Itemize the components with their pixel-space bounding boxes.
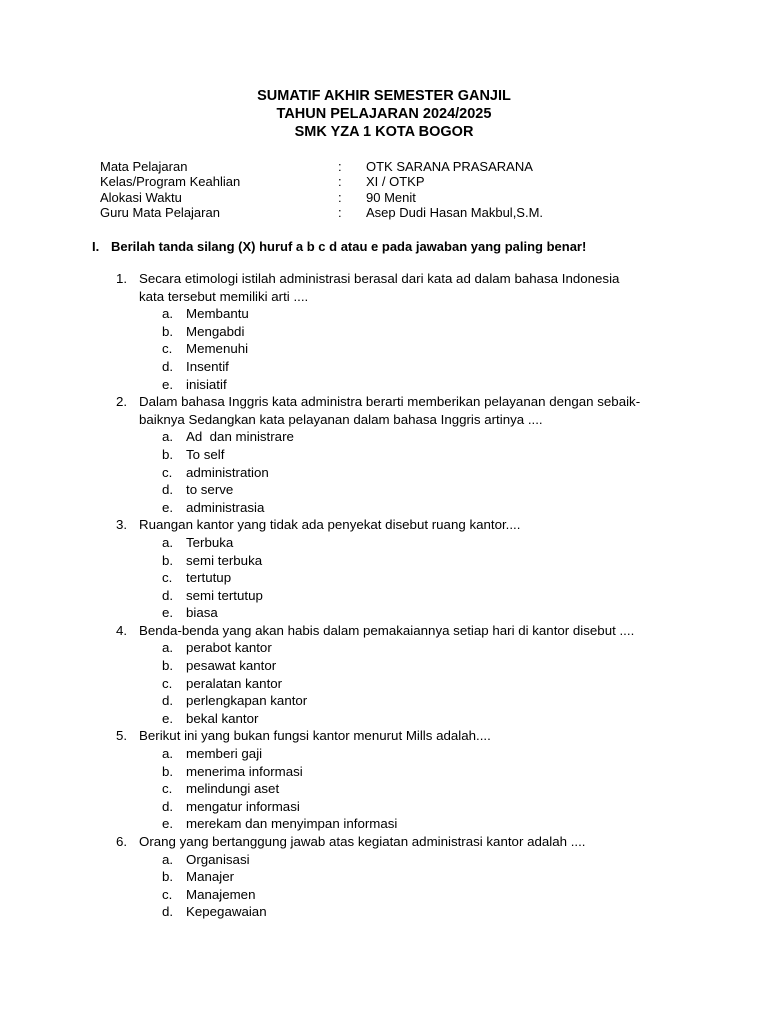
option-letter: a. bbox=[162, 640, 174, 656]
option-text: Manajer bbox=[186, 869, 235, 885]
option-d[interactable] bbox=[0, 587, 768, 605]
option-text: semi tertutup bbox=[186, 587, 263, 603]
option-letter: e. bbox=[162, 376, 174, 392]
option-text: perabot kantor bbox=[186, 640, 272, 656]
option-d[interactable] bbox=[0, 692, 768, 710]
question-line bbox=[0, 411, 768, 429]
option-letter: c. bbox=[162, 570, 173, 586]
option-e[interactable] bbox=[0, 604, 768, 622]
option-text: Mengabdi bbox=[186, 323, 245, 339]
question-3 bbox=[0, 516, 768, 622]
option-letter: c. bbox=[162, 341, 173, 357]
option-b[interactable] bbox=[0, 657, 768, 675]
info-colon: : bbox=[338, 204, 342, 220]
info-colon: : bbox=[338, 189, 342, 205]
option-a[interactable] bbox=[0, 428, 768, 446]
option-text: to serve bbox=[186, 482, 234, 498]
option-text: semi terbuka bbox=[186, 552, 263, 568]
question-5 bbox=[0, 727, 768, 833]
option-letter: e. bbox=[162, 710, 174, 726]
option-c[interactable] bbox=[0, 886, 768, 904]
option-text: peralatan kantor bbox=[186, 675, 283, 691]
option-d[interactable] bbox=[0, 481, 768, 499]
option-text: To self bbox=[186, 446, 225, 462]
info-label: Mata Pelajaran bbox=[100, 159, 188, 174]
option-text: perlengkapan kantor bbox=[186, 693, 308, 709]
info-colon: : bbox=[338, 159, 342, 174]
option-letter: a. bbox=[162, 306, 174, 322]
question-text: Berikut ini yang bukan fungsi kantor menurut Mills adalah.... bbox=[139, 728, 491, 744]
option-e[interactable] bbox=[0, 376, 768, 394]
option-text: Membantu bbox=[186, 306, 249, 322]
exam-header bbox=[0, 87, 768, 141]
option-text: administration bbox=[186, 464, 269, 480]
option-letter: d. bbox=[162, 798, 174, 814]
question-text: Dalam bahasa Inggris kata administra berarti memberikan pelayanan dengan sebaik- bbox=[139, 394, 641, 410]
exam-info bbox=[100, 159, 700, 220]
question-number: 4. bbox=[116, 622, 128, 638]
question-text: Orang yang bertanggung jawab atas kegiatan administrasi kantor adalah .... bbox=[139, 834, 586, 849]
option-letter: e. bbox=[162, 605, 174, 621]
option-letter: c. bbox=[162, 781, 173, 797]
option-text: inisiatif bbox=[186, 376, 227, 392]
option-letter: b. bbox=[162, 446, 174, 462]
option-b[interactable] bbox=[0, 446, 768, 464]
option-text: Kepegawaian bbox=[186, 904, 267, 920]
info-value: 90 Menit bbox=[366, 189, 416, 205]
option-letter: d. bbox=[162, 587, 174, 603]
option-text: Memenuhi bbox=[186, 341, 249, 357]
option-a[interactable] bbox=[0, 851, 768, 869]
info-row-teacher bbox=[100, 205, 700, 220]
info-label: Guru Mata Pelajaran bbox=[100, 204, 220, 220]
question-line bbox=[0, 622, 768, 640]
info-row-time bbox=[100, 190, 700, 205]
option-letter: a. bbox=[162, 746, 174, 762]
academic-year: TAHUN PELAJARAN 2024/2025 bbox=[276, 106, 492, 122]
option-letter: b. bbox=[162, 869, 174, 885]
question-line bbox=[0, 833, 768, 851]
option-text: administrasia bbox=[186, 499, 265, 515]
question-4 bbox=[0, 622, 768, 728]
info-colon: : bbox=[338, 174, 342, 190]
section-number: I. bbox=[92, 239, 100, 254]
option-text: bekal kantor bbox=[186, 710, 259, 726]
option-letter: c. bbox=[162, 464, 173, 480]
question-1 bbox=[0, 270, 768, 393]
option-d[interactable] bbox=[0, 798, 768, 816]
option-letter: a. bbox=[162, 429, 174, 445]
question-text: kata tersebut memiliki arti .... bbox=[139, 288, 309, 304]
question-number: 6. bbox=[116, 834, 128, 849]
option-letter: d. bbox=[162, 904, 174, 920]
option-text: Ad dan ministrare bbox=[186, 429, 294, 445]
question-line bbox=[0, 288, 768, 306]
question-number: 5. bbox=[116, 728, 128, 744]
option-letter: e. bbox=[162, 816, 174, 832]
question-list bbox=[0, 270, 768, 921]
question-6 bbox=[0, 833, 768, 921]
question-line bbox=[0, 727, 768, 745]
info-value: OTK SARANA PRASARANA bbox=[366, 159, 533, 174]
option-e[interactable] bbox=[0, 499, 768, 517]
school-name: SMK YZA 1 KOTA BOGOR bbox=[294, 124, 474, 140]
option-text: melindungi aset bbox=[186, 781, 280, 797]
option-letter: d. bbox=[162, 358, 174, 374]
option-letter: a. bbox=[162, 851, 174, 867]
option-text: merekam dan menyimpan informasi bbox=[186, 816, 398, 832]
question-text: baiknya Sedangkan kata pelayanan dalam bahasa Inggris artinya .... bbox=[139, 411, 543, 427]
option-letter: b. bbox=[162, 552, 174, 568]
option-text: mengatur informasi bbox=[186, 798, 300, 814]
option-letter: b. bbox=[162, 763, 174, 779]
option-e[interactable] bbox=[0, 815, 768, 833]
option-a[interactable] bbox=[0, 745, 768, 763]
option-c[interactable] bbox=[0, 569, 768, 587]
option-letter: e. bbox=[162, 499, 174, 515]
option-text: menerima informasi bbox=[186, 763, 303, 779]
option-c[interactable] bbox=[0, 464, 768, 482]
option-b[interactable] bbox=[0, 868, 768, 886]
option-c[interactable] bbox=[0, 780, 768, 798]
option-text: biasa bbox=[186, 605, 218, 621]
option-d[interactable] bbox=[0, 358, 768, 376]
exam-title: SUMATIF AKHIR SEMESTER GANJIL bbox=[257, 88, 511, 104]
option-a[interactable] bbox=[0, 534, 768, 552]
option-e[interactable] bbox=[0, 710, 768, 728]
option-text: tertutup bbox=[186, 570, 232, 586]
option-letter: a. bbox=[162, 534, 174, 550]
option-text: Organisasi bbox=[186, 851, 250, 867]
info-label: Alokasi Waktu bbox=[100, 189, 182, 205]
option-letter: d. bbox=[162, 482, 174, 498]
option-text: Manajemen bbox=[186, 886, 256, 902]
info-label: Kelas/Program Keahlian bbox=[100, 174, 241, 190]
question-text: Secara etimologi istilah administrasi berasal dari kata ad dalam bahasa Indonesia bbox=[139, 271, 620, 286]
info-row-subject bbox=[100, 159, 700, 174]
question-line bbox=[0, 270, 768, 288]
info-value: Asep Dudi Hasan Makbul,S.M. bbox=[366, 204, 544, 220]
question-number: 1. bbox=[116, 271, 128, 286]
option-text: pesawat kantor bbox=[186, 658, 277, 674]
question-2 bbox=[0, 393, 768, 516]
option-letter: c. bbox=[162, 675, 173, 691]
option-a[interactable] bbox=[0, 639, 768, 657]
option-b[interactable] bbox=[0, 552, 768, 570]
question-number: 2. bbox=[116, 394, 128, 410]
question-line bbox=[0, 516, 768, 534]
option-text: Terbuka bbox=[186, 534, 234, 550]
option-b[interactable] bbox=[0, 323, 768, 341]
option-d[interactable] bbox=[0, 903, 768, 921]
option-c[interactable] bbox=[0, 675, 768, 693]
option-a[interactable] bbox=[0, 305, 768, 323]
question-number: 3. bbox=[116, 517, 128, 533]
info-row-class bbox=[100, 174, 700, 189]
info-value: XI / OTKP bbox=[366, 174, 425, 190]
question-text: Ruangan kantor yang tidak ada penyekat disebut ruang kantor.... bbox=[139, 517, 521, 533]
option-text: memberi gaji bbox=[186, 746, 263, 762]
option-text: Insentif bbox=[186, 358, 229, 374]
question-line bbox=[0, 393, 768, 411]
option-letter: d. bbox=[162, 693, 174, 709]
question-text: Benda-benda yang akan habis dalam pemakaiannya setiap hari di kantor disebut .... bbox=[139, 622, 635, 638]
option-c[interactable] bbox=[0, 340, 768, 358]
instruction-text: Berilah tanda silang (X) huruf a b c d atau e pada jawaban yang paling benar! bbox=[111, 239, 587, 254]
option-letter: c. bbox=[162, 886, 173, 902]
option-letter: b. bbox=[162, 658, 174, 674]
option-b[interactable] bbox=[0, 763, 768, 781]
option-letter: b. bbox=[162, 323, 174, 339]
